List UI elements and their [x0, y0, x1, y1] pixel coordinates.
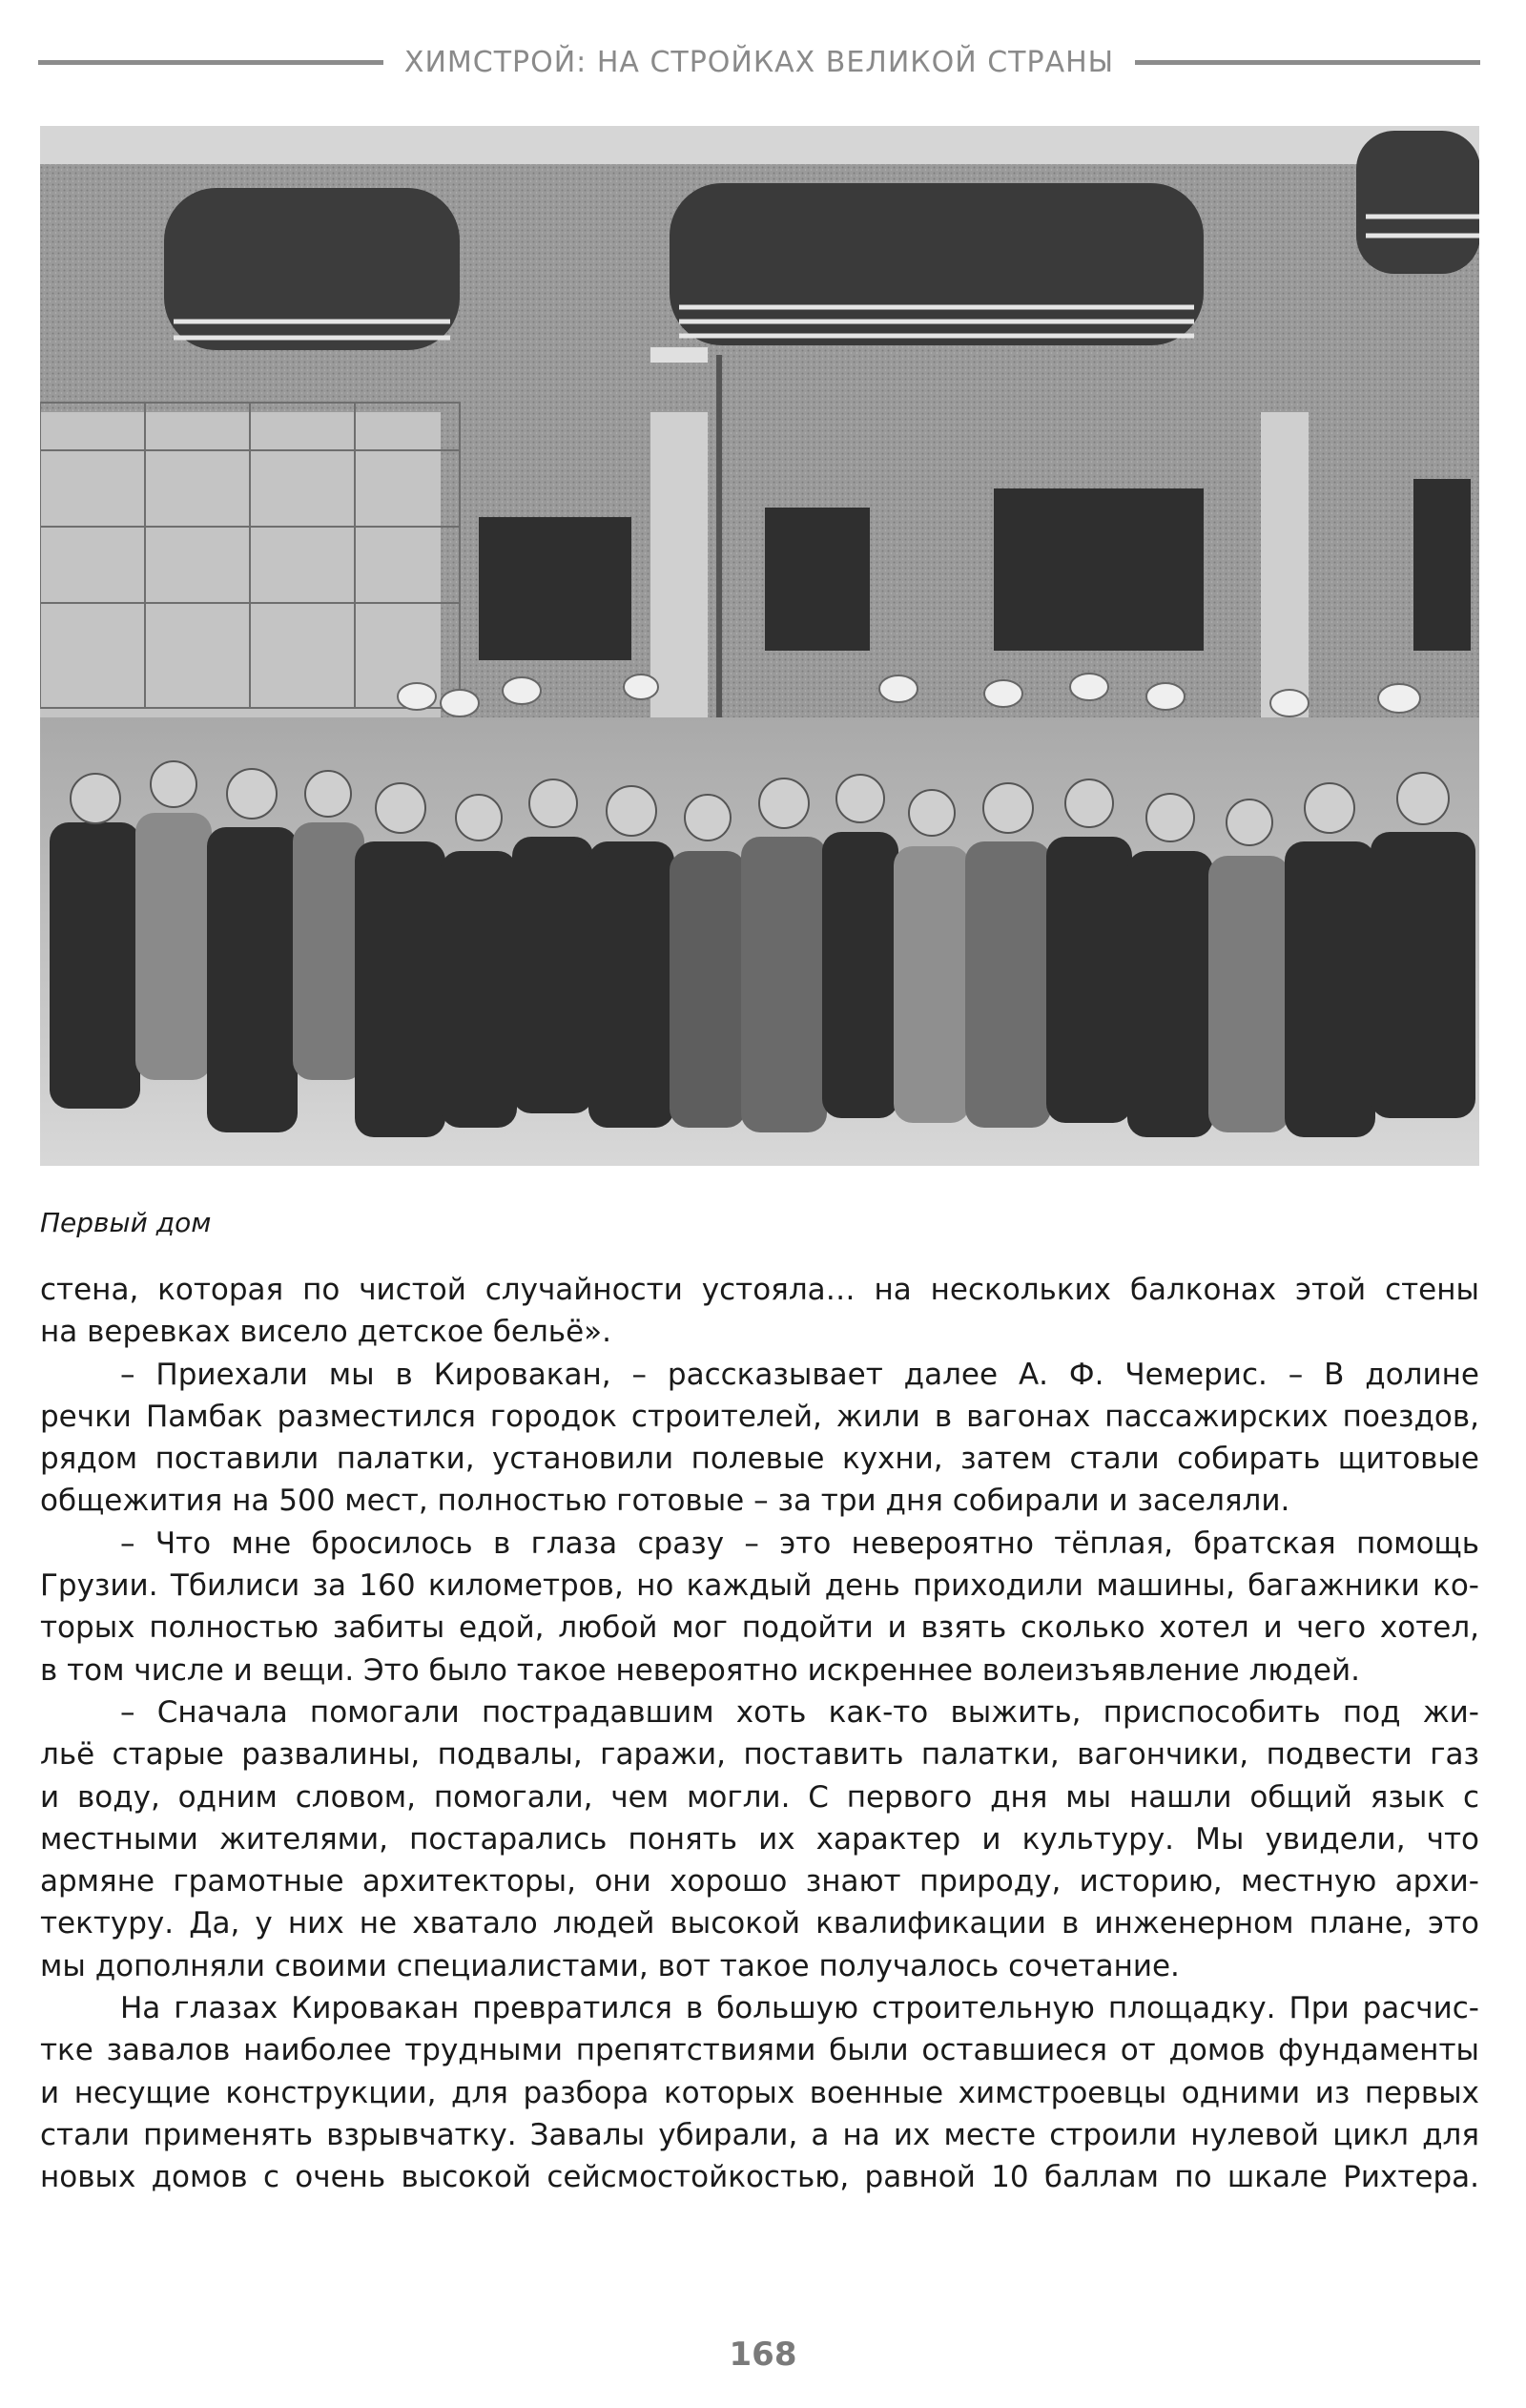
- text-line: и несущие конструкции, для разбора которых военные химстроевцы одними из первых: [40, 2075, 1479, 2110]
- text-line: на веревках висело детское бельё».: [40, 1315, 611, 1350]
- text-line: – Сначала помогали пострадавшим хоть как-то выжить, приспособить под жи-: [120, 1694, 1479, 1730]
- text-line: армяне грамотные архитекторы, они хорошо знают природу, историю, местную архи-: [40, 1864, 1479, 1899]
- text-line: – Что мне бросилось в глаза сразу – это невероятно тёплая, братская помощь: [120, 1526, 1479, 1561]
- text-line: – Приехали мы в Кировакан, – рассказывает далее А. Ф. Чемерис. – В долине: [120, 1357, 1479, 1392]
- text-line: новых домов с очень высокой сейсмостойкостью, равной 10 баллам по шкале Рихтера.: [40, 2160, 1479, 2195]
- text-line: торых полностью забиты едой, любой мог подойти и взять сколько хотел и чего хотел,: [40, 1610, 1479, 1646]
- header-rule-right: [1135, 60, 1480, 65]
- text-line: стали применять взрывчатку. Завалы убирали, а на их месте строили нулевой цикл для: [40, 2117, 1479, 2152]
- text-line: На глазах Кировакан превратился в большую строительную площадку. При расчис-: [120, 1991, 1479, 2026]
- page-number: 168: [729, 2335, 797, 2374]
- text-line: Грузии. Тбилиси за 160 километров, но каждый день приходили машины, багажники ко-: [40, 1568, 1479, 1604]
- text-line: общежития на 500 мест, полностью готовые – за три дня собирали и заселяли.: [40, 1484, 1290, 1519]
- text-line: тектуру. Да, у них не хватало людей высокой квалификации в инженерном плане, это: [40, 1906, 1479, 1941]
- text-line: тке завалов наиболее трудными препятствиями были оставшиеся от домов фундаменты: [40, 2033, 1479, 2068]
- header-rule-left: [38, 60, 383, 65]
- text-line: местными жителями, постарались понять их характер и культуру. Мы увидели, что: [40, 1821, 1479, 1857]
- text-line: рядом поставили палатки, установили полевые кухни, затем стали собирать щитовые: [40, 1442, 1479, 1477]
- text-line: мы дополняли своими специалистами, вот такое получалось сочетание.: [40, 1948, 1180, 1983]
- group-photo-illustration: [40, 126, 1479, 1166]
- text-line: стена, которая по чистой случайности устояла… на нескольких балконах этой стены: [40, 1273, 1479, 1307]
- text-line: в том числе и вещи. Это было такое невероятно искреннее волеизъявление людей.: [40, 1652, 1360, 1688]
- photo-caption: Первый дом: [40, 1207, 212, 1238]
- text-line: речки Памбак разместился городок строителей, жили в вагонах пассажирских поездов,: [40, 1399, 1479, 1434]
- body-text: [40, 1269, 1479, 2199]
- text-line: льё старые развалины, подвалы, гаражи, поставить палатки, вагончики, подвести газ: [40, 1737, 1479, 1773]
- running-header-title: ХИМСТРОЙ: НА СТРОЙКАХ ВЕЛИКОЙ СТРАНЫ: [403, 45, 1115, 79]
- group-photo: [40, 126, 1479, 1166]
- running-header: [38, 40, 1480, 84]
- text-line: и воду, одним словом, помогали, чем могли. С первого дня мы нашли общий язык с: [40, 1779, 1479, 1815]
